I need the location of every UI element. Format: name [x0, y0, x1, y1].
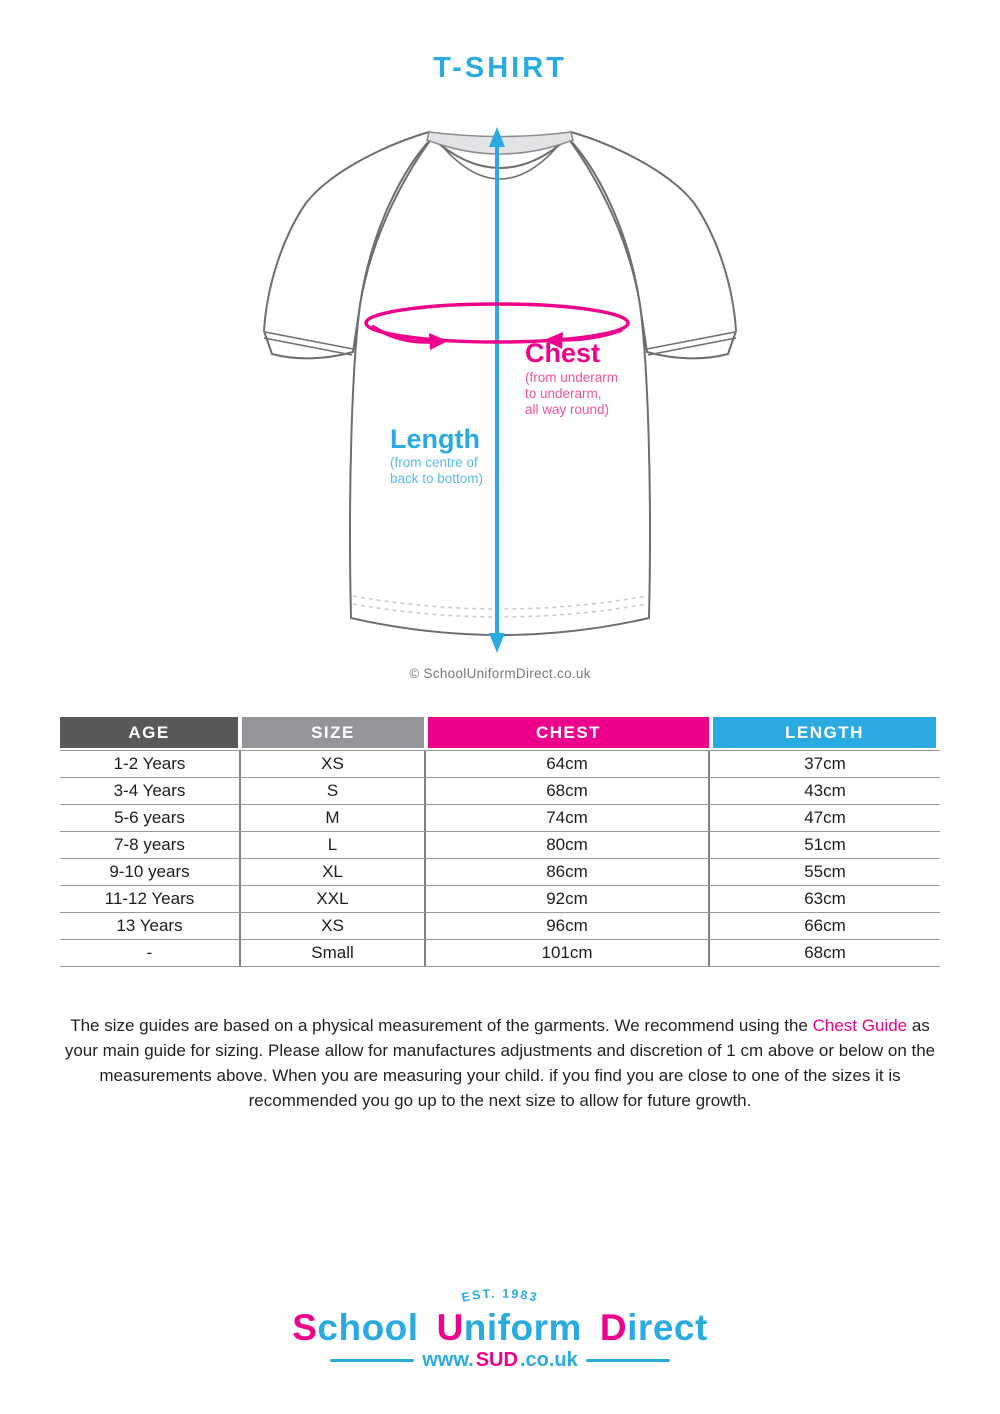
- chest-cell: 80cm: [426, 832, 710, 858]
- age-cell: 11-12 Years: [60, 886, 241, 912]
- brand-logo: [0, 1280, 1000, 1371]
- copyright-text: © SchoolUniformDirect.co.uk: [409, 666, 591, 681]
- svg-text:(from underarm: (from underarm: [525, 370, 619, 385]
- table-row: [60, 778, 940, 805]
- chest-cell: 64cm: [426, 751, 710, 777]
- age-cell: 9-10 years: [60, 859, 241, 885]
- table-row: [60, 886, 940, 913]
- table-row: [60, 751, 940, 778]
- length-cell: 68cm: [804, 943, 846, 962]
- size-table-body: [60, 750, 940, 967]
- age-cell: 7-8 years: [60, 832, 241, 858]
- table-row: [60, 832, 940, 859]
- age-cell: -: [60, 940, 241, 966]
- size-cell: XS: [241, 751, 426, 777]
- chest-cell: 68cm: [426, 778, 710, 804]
- length-cell: 66cm: [804, 916, 846, 935]
- note-text-2: as your main guide for sizing. Please allow for manufactures adjustments and discretion of 1 cm above or below on the measurements above. When you are measuring your child. if you find you are close to one of the sizes it is recommended you go up to the next size to allow for future growth.: [64, 1016, 936, 1110]
- tshirt-illustration: [0, 110, 1000, 662]
- size-cell: XS: [241, 913, 426, 939]
- length-cell: 55cm: [804, 862, 846, 881]
- length-cell: 37cm: [804, 754, 846, 773]
- svg-text:(from centre of: (from centre of: [390, 455, 478, 470]
- url-couk: .co.uk: [519, 1349, 578, 1371]
- svg-text:to underarm,: to underarm,: [525, 386, 602, 401]
- note-text-1: The size guides are based on a physical measurement of the garments. We recommend using the: [70, 1016, 813, 1035]
- table-row: [60, 805, 940, 832]
- chest-cell: 92cm: [426, 886, 710, 912]
- age-cell: 3-4 Years: [60, 778, 241, 804]
- age-cell: 1-2 Years: [60, 751, 241, 777]
- size-cell: S: [241, 778, 426, 804]
- logo-word-direct: Direct: [599, 1307, 708, 1348]
- length-sublabel: [390, 455, 483, 486]
- tshirt-diagram: [0, 110, 1000, 662]
- length-label: Length: [390, 424, 480, 454]
- size-table: [60, 717, 940, 967]
- chest-cell: 96cm: [426, 913, 710, 939]
- size-cell: M: [241, 805, 426, 831]
- page-title: T-SHIRT: [433, 52, 567, 84]
- table-row: [60, 859, 940, 886]
- svg-text:EST. 1983: [460, 1286, 539, 1304]
- table-row: [60, 940, 940, 967]
- header-length: LENGTH: [713, 717, 936, 748]
- svg-text:all way round): all way round): [525, 402, 610, 417]
- chest-guide-highlight: Chest Guide: [812, 1016, 908, 1035]
- rule-line-right: [586, 1359, 670, 1362]
- size-table-header: [60, 717, 940, 748]
- rule-line-left: [330, 1359, 414, 1362]
- url-www: www.: [422, 1349, 474, 1371]
- logo-word-school: School: [292, 1307, 419, 1348]
- chest-cell: 86cm: [426, 859, 710, 885]
- chest-label: Chest: [525, 338, 601, 368]
- size-cell: XL: [241, 859, 426, 885]
- length-cell: 51cm: [804, 835, 846, 854]
- header-age: AGE: [60, 717, 238, 748]
- length-cell: 43cm: [804, 781, 846, 800]
- length-cell: 63cm: [804, 889, 846, 908]
- svg-text:back to bottom): back to bottom): [390, 471, 484, 486]
- chest-cell: 101cm: [426, 940, 710, 966]
- header-chest: CHEST: [428, 717, 709, 748]
- tshirt-body: [350, 138, 650, 635]
- logo-est-arc: [380, 1280, 620, 1310]
- logo-word-uniform: Uniform: [436, 1307, 582, 1348]
- header-size: SIZE: [242, 717, 424, 748]
- age-cell: 5-6 years: [60, 805, 241, 831]
- logo-wordmark: [0, 1308, 1000, 1348]
- logo-url: [0, 1349, 1000, 1371]
- length-cell: 47cm: [804, 808, 846, 827]
- logo-est-text: EST. 1983: [460, 1286, 540, 1305]
- url-sud: SUD: [475, 1349, 518, 1371]
- size-cell: XXL: [241, 886, 426, 912]
- age-cell: 13 Years: [60, 913, 241, 939]
- chest-cell: 74cm: [426, 805, 710, 831]
- size-cell: Small: [241, 940, 426, 966]
- table-row: [60, 913, 940, 940]
- sizing-note: [58, 1013, 942, 1113]
- size-cell: L: [241, 832, 426, 858]
